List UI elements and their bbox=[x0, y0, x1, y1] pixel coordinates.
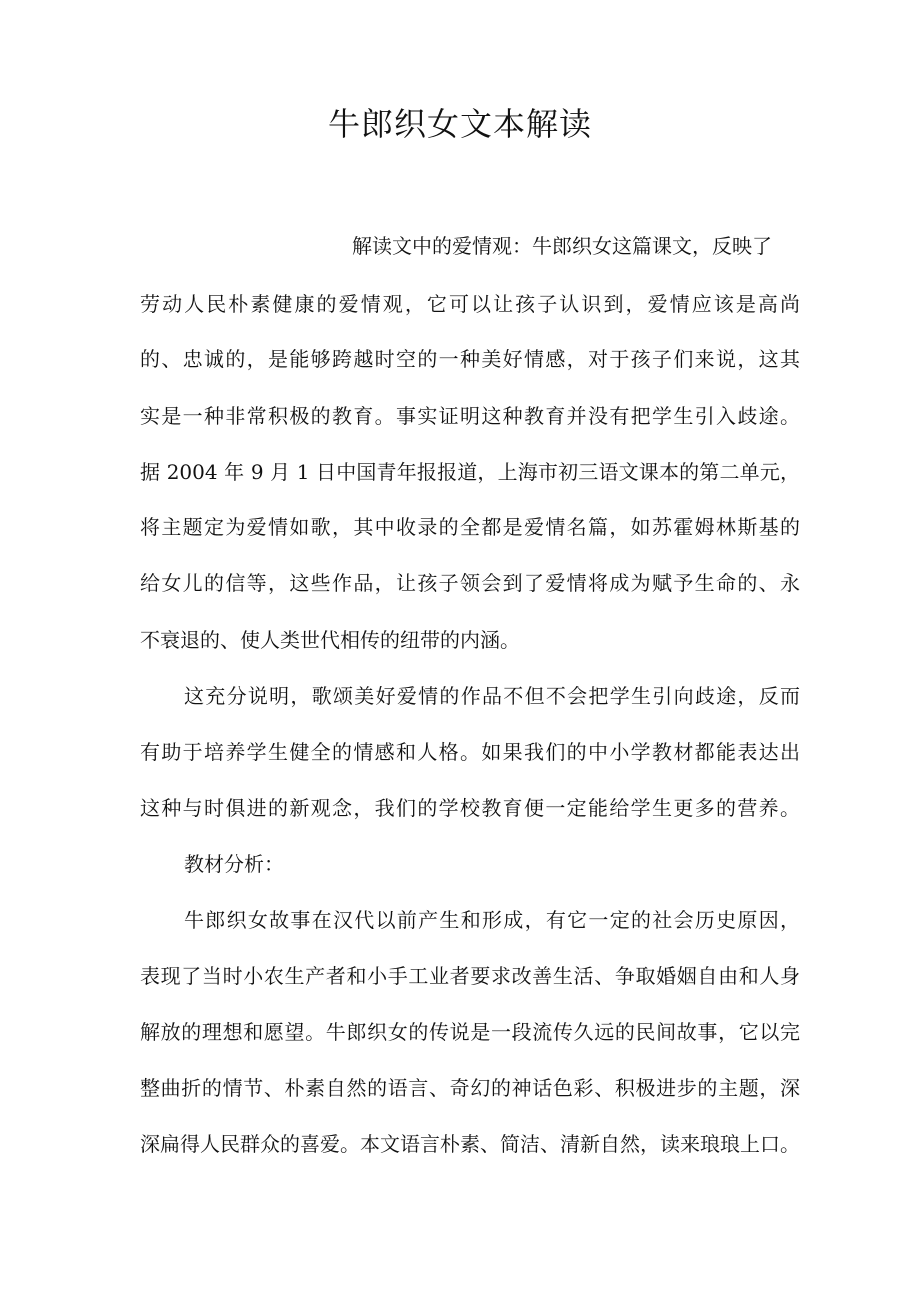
paragraph-1-line-8: 不衰退的、使人类世代相传的纽带的内涵。 bbox=[140, 628, 520, 652]
paragraph-2-line-1: 这充分说明，歌颂美好爱情的作品不但不会把学生引向歧途，反而 bbox=[184, 684, 800, 708]
document-title: 牛郎织女文本解读 bbox=[327, 105, 592, 143]
paragraph-1-line-1: 解读文中的爱情观：牛郎织女这篇课文，反映了 bbox=[352, 234, 772, 258]
paragraph-4-line-3: 解放的理想和愿望。牛郎织女的传说是一段流传久远的民间故事，它以完 bbox=[140, 1020, 800, 1044]
section-heading-textbook-analysis: 教材分析： bbox=[184, 852, 284, 876]
paragraph-4-line-4: 整曲折的情节、朴素自然的语言、奇幻的神话色彩、积极进步的主题，深 bbox=[140, 1076, 800, 1100]
paragraph-1-line-7: 给女儿的信等，这些作品，让孩子领会到了爱情将成为赋予生命的、永 bbox=[140, 571, 800, 595]
paragraph-2-line-3: 这种与时俱进的新观念，我们的学校教育便一定能给学生更多的营养。 bbox=[140, 796, 800, 820]
paragraph-1-line-2: 劳动人民朴素健康的爱情观，它可以让孩子认识到，爱情应该是高尚 bbox=[140, 292, 800, 316]
paragraph-1-line-6: 将主题定为爱情如歌，其中收录的全都是爱情名篇，如苏霍姆林斯基的 bbox=[140, 515, 800, 539]
paragraph-2-line-2: 有助于培养学生健全的情感和人格。如果我们的中小学教材都能表达出 bbox=[140, 740, 800, 764]
paragraph-1-line-5: 据 2004 年 9 月 1 日中国青年报报道，上海市初三语文课本的第二单元， bbox=[140, 460, 800, 484]
paragraph-4-line-5: 深扁得人民群众的喜爱。本文语言朴素、简洁、清新自然，读来琅琅上口。 bbox=[140, 1132, 800, 1156]
paragraph-1-line-3: 的、忠诚的，是能够跨越时空的一种美好情感，对于孩子们来说，这其 bbox=[140, 347, 800, 371]
paragraph-1-line-4: 实是一种非常积极的教育。事实证明这种教育并没有把学生引入歧途。 bbox=[140, 404, 800, 428]
paragraph-4-line-1: 牛郎织女故事在汉代以前产生和形成，有它一定的社会历史原因， bbox=[184, 908, 800, 932]
paragraph-4-line-2: 表现了当时小农生产者和小手工业者要求改善生活、争取婚姻自由和人身 bbox=[140, 964, 800, 988]
